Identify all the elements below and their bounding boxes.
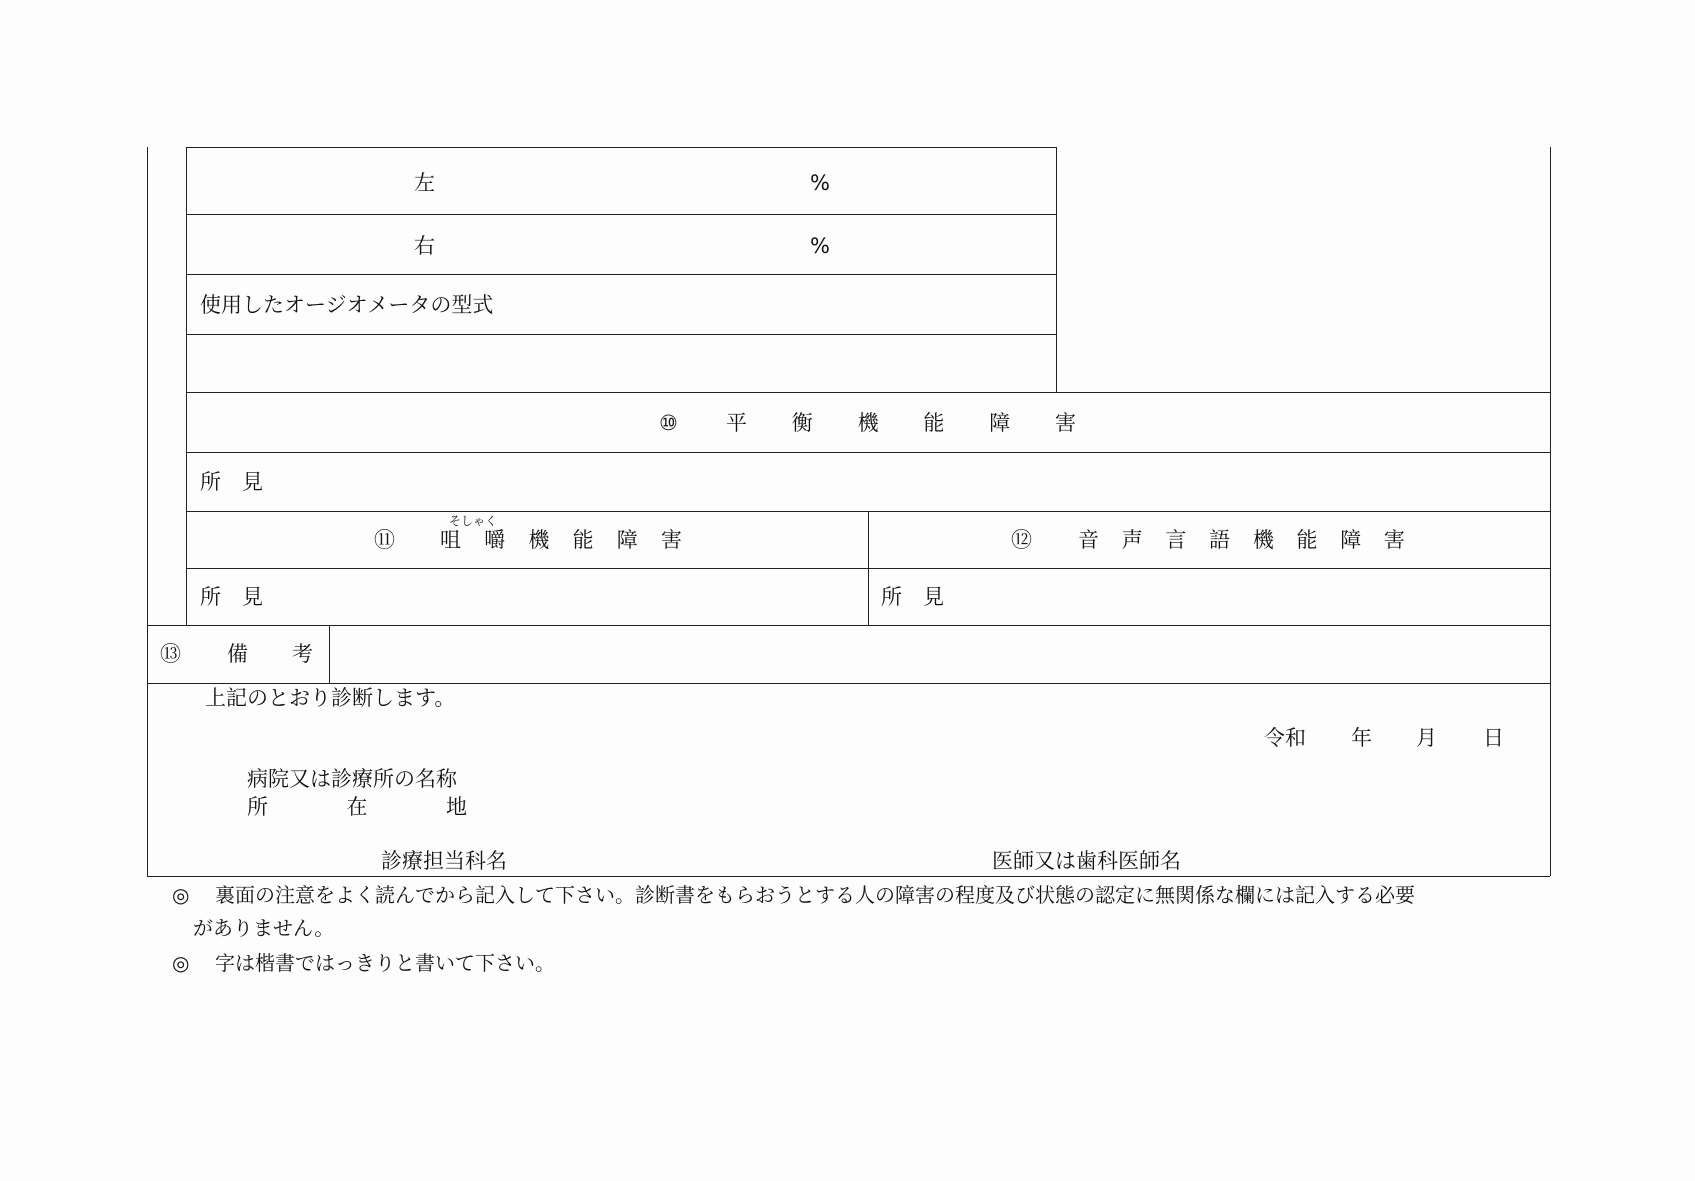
institution-label: 病院又は診療所の名称 [247, 767, 457, 791]
balance-findings-field[interactable] [270, 454, 1548, 509]
balance-findings-label: 所 見 [200, 470, 263, 494]
mastication-ruby: そしゃく [449, 514, 498, 528]
speech-findings-field[interactable] [950, 570, 1548, 623]
certification-statement: 上記のとおり診断します。 [205, 686, 456, 710]
mastication-number: ⑪ [374, 528, 395, 552]
remarks-label-char: 備 [227, 642, 248, 666]
note-2-text: 字は楷書ではっきりと書いて下さい。 [215, 951, 555, 975]
location-label [247, 797, 467, 818]
audiometry-right-line [1056, 147, 1057, 392]
speech-title-char: 語 [1209, 528, 1231, 552]
right-ear-percent: % [810, 234, 830, 258]
mastication-title [440, 530, 682, 551]
balance-title-char: 害 [1054, 411, 1076, 435]
left-ear-label: 左 [414, 171, 435, 195]
speech-findings-label: 所 見 [881, 585, 944, 609]
remarks-top-line [147, 625, 1550, 626]
note-1-mark: ◎ [172, 883, 190, 907]
date-month: 月 [1416, 726, 1437, 750]
speech-title-char: 言 [1165, 528, 1187, 552]
audiometry-row-line-1 [186, 214, 1056, 215]
balance-number: ⑩ [659, 411, 678, 435]
date-day: 日 [1483, 726, 1504, 750]
note-1-text-line-1: 裏面の注意をよく読んでから記入して下さい。診断書をもらおうとする人の障害の程度及び状態の認定に無関係な欄には記入する必要 [215, 883, 1415, 907]
speech-title-char: 音 [1078, 528, 1099, 552]
balance-title [726, 413, 1076, 434]
remarks-bottom-line [147, 683, 1550, 684]
remarks-label [227, 644, 313, 665]
note-2-mark: ◎ [172, 951, 190, 975]
balance-title-char: 機 [857, 411, 879, 435]
left-ear-percent: % [810, 171, 830, 195]
remarks-divider [329, 625, 330, 683]
date-year: 年 [1351, 726, 1372, 750]
speech-title-char: 声 [1121, 528, 1143, 552]
mastication-title-char: 嚼 [484, 528, 506, 552]
inner-left-line [186, 147, 187, 625]
frame-left-line [147, 147, 148, 876]
balance-top-line [186, 392, 1550, 393]
mastication-findings-line [186, 568, 1550, 569]
mastication-title-char: 障 [616, 528, 638, 552]
mastication-findings-field[interactable] [270, 570, 866, 623]
balance-title-char: 衡 [791, 411, 813, 435]
department-label: 診療担当科名 [381, 849, 507, 873]
doctor-name-label: 医師又は歯科医師名 [992, 849, 1181, 873]
speech-title-char: 害 [1383, 528, 1405, 552]
balance-title-char: 能 [923, 411, 945, 435]
audiometry-row-line-3 [186, 334, 1056, 335]
mastication-findings-label: 所 見 [200, 585, 263, 609]
location-label-char: 所 [247, 795, 268, 819]
location-label-char: 地 [446, 795, 467, 819]
speech-title-char: 障 [1340, 528, 1362, 552]
remarks-number: ⑬ [160, 642, 181, 666]
speech-title-char: 能 [1296, 528, 1318, 552]
audiometry-top-line [186, 147, 1056, 148]
audiometry-row-line-2 [186, 274, 1056, 275]
location-label-char: 在 [346, 795, 368, 819]
remarks-label-char: 考 [292, 642, 313, 666]
note-1-text-line-2: がありません。 [193, 916, 335, 940]
frame-bottom-line [147, 876, 1550, 877]
frame-right-line [1550, 147, 1551, 876]
speech-number: ⑫ [1011, 528, 1032, 552]
remarks-field[interactable] [331, 627, 1548, 681]
balance-title-char: 平 [726, 411, 747, 435]
right-ear-label: 右 [414, 234, 435, 258]
speech-title-char: 機 [1252, 528, 1274, 552]
speech-title [1078, 530, 1405, 551]
mastication-title-char: 機 [528, 528, 550, 552]
mastication-title-char: 咀 [440, 528, 461, 552]
balance-title-char: 障 [989, 411, 1011, 435]
audiometer-model-field[interactable] [188, 336, 1054, 391]
date-era: 令和 [1264, 726, 1306, 750]
mastication-top-line [186, 511, 1550, 512]
balance-findings-line [186, 452, 1550, 453]
mastication-title-char: 害 [660, 528, 682, 552]
mastication-title-char: 能 [572, 528, 594, 552]
audiometer-model-label: 使用したオージオメータの型式 [200, 293, 494, 317]
